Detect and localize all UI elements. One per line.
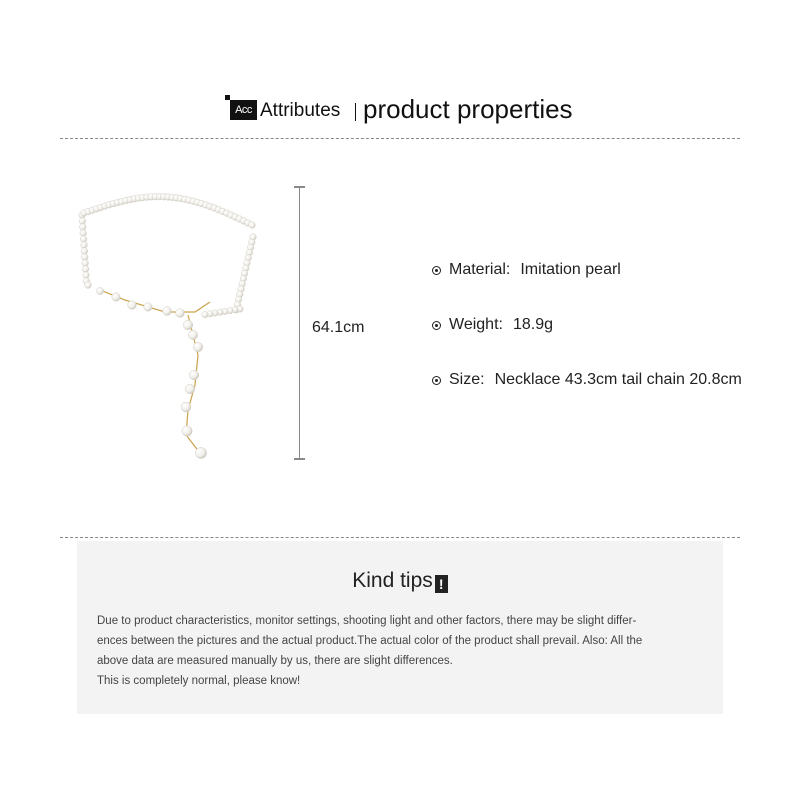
kind-tips-panel <box>77 541 723 714</box>
pearl <box>202 311 208 317</box>
pearl <box>85 282 92 289</box>
height-label: 64.1cm <box>312 319 365 336</box>
pearl <box>81 242 88 249</box>
pearl <box>188 330 197 339</box>
spec-label: Weight: <box>449 316 503 333</box>
warning-icon: ! <box>435 575 448 593</box>
tips-line: ences between the pictures and the actual product.The actual color of the product shall prevail. Also: All the <box>97 635 643 647</box>
tips-body <box>97 611 709 691</box>
pearl <box>182 426 192 436</box>
pearl <box>195 447 206 458</box>
pearl-necklace-illustration <box>70 185 270 475</box>
spec-value: Imitation pearl <box>520 261 621 278</box>
spec-weight <box>432 313 553 337</box>
pearl <box>81 248 88 255</box>
bullet-icon <box>432 376 441 385</box>
pearl <box>82 254 89 261</box>
pearl <box>82 260 89 267</box>
pearl <box>128 301 137 310</box>
height-measure-line <box>299 187 300 459</box>
product-image <box>70 185 270 475</box>
top-divider <box>60 138 740 139</box>
tips-line: This is completely normal, please know! <box>97 675 301 687</box>
section-header <box>0 92 800 128</box>
tips-line: above data are measured manually by us, there are slight differences. <box>97 655 453 667</box>
height-measure-cap-bottom <box>294 458 305 460</box>
header-separator <box>355 103 356 121</box>
spec-material <box>432 258 621 282</box>
spec-label: Size: <box>449 371 485 388</box>
pearl <box>189 370 199 380</box>
pearl <box>185 384 195 394</box>
header-badge: Acc <box>230 100 257 120</box>
pearl <box>144 303 152 311</box>
spec-value: Necklace 43.3cm tail chain 20.8cm <box>494 371 742 388</box>
pearl <box>80 230 87 237</box>
pearl <box>176 309 185 318</box>
height-measure-cap-top <box>294 186 305 188</box>
pearl <box>82 266 89 273</box>
page-title: product properties <box>363 94 573 124</box>
bullet-icon <box>432 266 441 275</box>
pearl <box>83 272 90 279</box>
spec-value: 18.9g <box>512 316 553 333</box>
pearl <box>193 342 203 352</box>
pearl <box>163 307 172 316</box>
tips-title-text: Kind tips <box>352 569 433 592</box>
pearl <box>79 218 86 225</box>
spec-label: Material: <box>449 261 511 278</box>
pearl <box>183 320 193 330</box>
pearl <box>80 236 87 243</box>
bullet-icon <box>432 321 441 330</box>
tips-line: Due to product characteristics, monitor settings, shooting light and other factors, there may be slight differ- <box>97 615 637 627</box>
pearl <box>80 224 87 231</box>
header-label: Attributes <box>260 100 341 121</box>
tips-title <box>77 569 723 593</box>
pearl <box>96 287 103 294</box>
pearl <box>249 222 256 229</box>
pearl <box>181 402 191 412</box>
spec-size <box>432 368 742 392</box>
pearl <box>112 293 120 301</box>
bottom-divider <box>60 537 740 538</box>
